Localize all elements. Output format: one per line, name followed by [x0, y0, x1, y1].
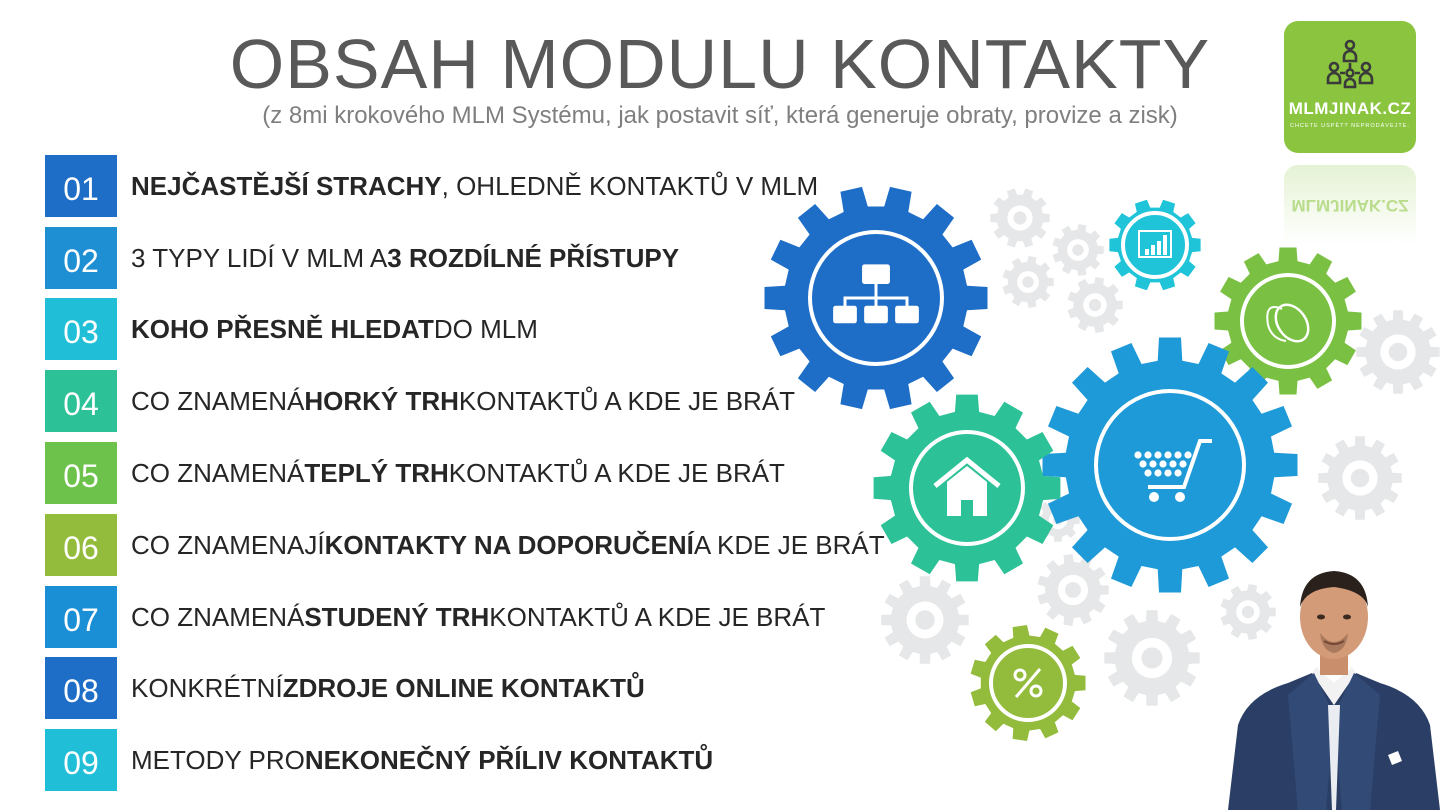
gray-gear-icon: [1104, 610, 1199, 705]
item-label-text: CO ZNAMENÁ: [131, 601, 305, 632]
gray-gear-icon: [1068, 277, 1123, 333]
gray-gear-icon: [990, 189, 1049, 248]
item-label-text: KONTAKTŮ A KDE JE BRÁT: [448, 457, 785, 488]
item-label-text: KONKRÉTNÍ: [131, 672, 283, 703]
logo-tagline: CHCETE USPĚT? NEPRODÁVEJTE.: [1290, 123, 1410, 129]
gray-gear-icon: [1356, 310, 1439, 393]
item-label-text: KONTAKTŮ A KDE JE BRÁT: [458, 385, 796, 416]
logo-reflection-text: MLMJINAK.CZ: [1291, 196, 1409, 215]
item-label-bold: KOHO PŘESNĚ HLEDAT: [131, 313, 434, 344]
item-label-bold: HORKÝ TRH: [304, 385, 459, 416]
item-label-text: DO MLM: [433, 313, 538, 344]
item-label-text: 3 TYPY LIDÍ V MLM A: [131, 242, 388, 273]
gray-gear-icon: [881, 576, 968, 663]
item-label-text: METODY PRO: [131, 744, 305, 775]
presenter-photo: [1228, 555, 1440, 810]
item-label-text: KONTAKTŮ A KDE JE BRÁT: [489, 601, 826, 632]
item-number-badge: 07: [45, 586, 117, 648]
item-label-bold: KONTAKTY NA DOPORUČENÍ: [324, 529, 694, 560]
item-number-badge: 05: [45, 442, 117, 504]
gray-gear-icon: [1318, 436, 1401, 519]
gear-chart: [1109, 200, 1200, 291]
item-label-bold: STUDENÝ TRH: [304, 601, 490, 632]
item-label-text: , OHLEDNĚ KONTAKTŮ V MLM: [441, 170, 819, 201]
item-label-text: CO ZNAMENAJÍ: [131, 529, 325, 560]
gray-gear-icon: [1053, 224, 1104, 276]
item-number-badge: 04: [45, 370, 117, 432]
gear-home: [874, 395, 1061, 582]
item-label-bold: 3 ROZDÍLNÉ PŘÍSTUPY: [387, 242, 680, 273]
item-label-bold: NEKONEČNÝ PŘÍLIV KONTAKTŮ: [304, 744, 714, 775]
item-label-bold: TEPLÝ TRH: [304, 457, 449, 488]
item-number-badge: 03: [45, 298, 117, 360]
item-number-badge: 01: [45, 155, 117, 217]
item-label-text: CO ZNAMENÁ: [131, 457, 305, 488]
item-number-badge: 08: [45, 657, 117, 719]
item-label-bold: ZDROJE ONLINE KONTAKTŮ: [282, 672, 645, 703]
logo-wordmark: MLMJINAK.CZ: [1288, 99, 1412, 118]
item-number-badge: 09: [45, 729, 117, 791]
gear-percent: [971, 625, 1086, 741]
gear-mouse: [1215, 248, 1362, 395]
item-label-text: CO ZNAMENÁ: [131, 385, 305, 416]
item-number-badge: 06: [45, 514, 117, 576]
item-label-bold: NEJČASTĚJŠÍ STRACHY: [131, 170, 442, 201]
slide-subtitle: (z 8mi krokového MLM Systému, jak postavit síť, která generuje obraty, provize a zisk): [262, 102, 1178, 129]
gray-gear-icon: [1003, 256, 1054, 308]
gear-hierarchy: [765, 187, 988, 409]
item-number-badge: 02: [45, 227, 117, 289]
gray-gear-icon: [1038, 554, 1109, 626]
slide-title: OBSAH MODULU KONTAKTY: [229, 25, 1211, 103]
item-label-text: A KDE JE BRÁT: [693, 529, 885, 560]
